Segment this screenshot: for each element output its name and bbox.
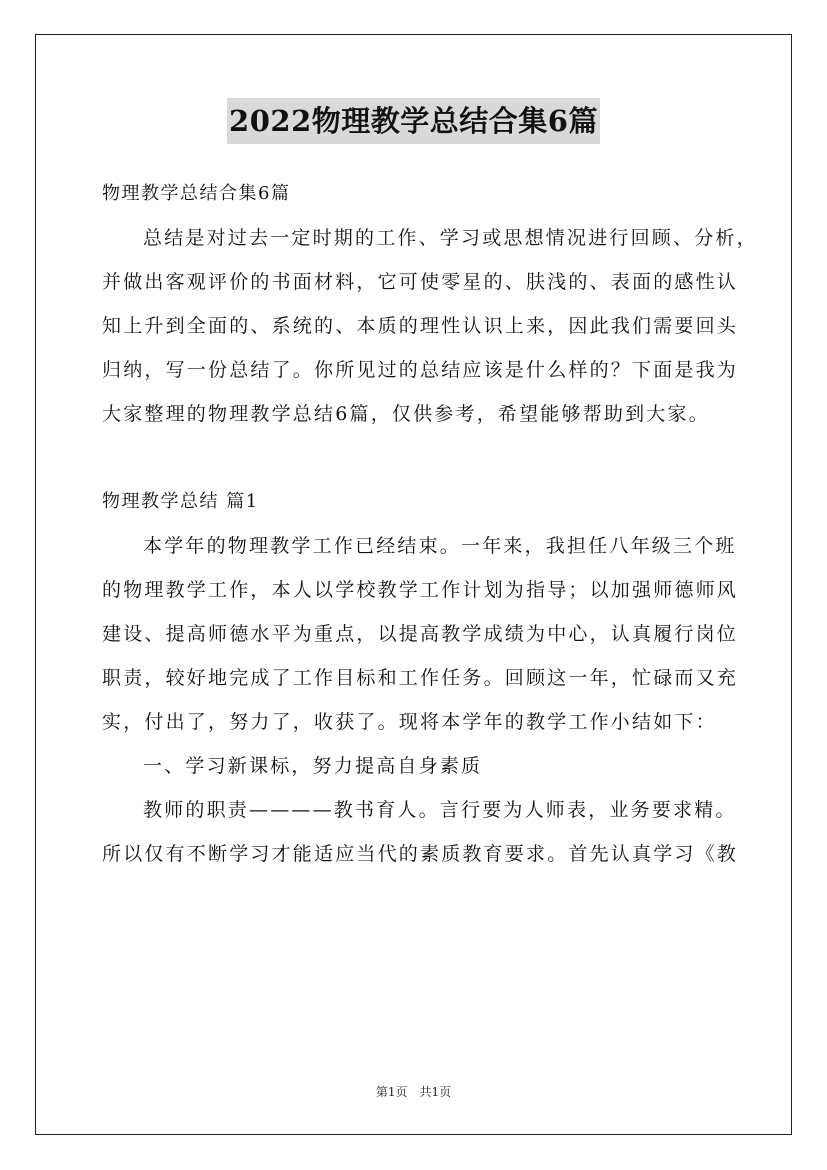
paragraph-line: 教师的职责————教书育人。言行要为人师表，业务要求精。 [143,799,737,821]
document-title: 2022物理教学总结合集6篇 [227,98,600,144]
paragraph-line: 所以仅有不断学习才能适应当代的素质教育要求。首先认真学习《教 [102,843,739,865]
page-footer: 第1页 共1页 [375,1085,452,1099]
intro-line: 总结是对过去一定时期的工作、学习或思想情况进行回顾、分析， [143,227,758,249]
intro-line: 大家整理的物理教学总结6篇，仅供参考，希望能够帮助到大家。 [102,403,710,425]
document-subtitle: 物理教学总结合集6篇 [102,183,291,204]
section-line: 本学年的物理教学工作已经结束。一年来，我担任八年级三个班 [143,535,737,557]
section-heading: 物理教学总结 篇1 [102,491,259,512]
section-line: 建设、提高师德水平为重点，以提高教学成绩为中心，认真履行岗位 [102,623,739,645]
intro-line: 归纳，写一份总结了。你所见过的总结应该是什么样的？下面是我为 [102,359,739,381]
document-body [102,172,758,876]
section-line: 的物理教学工作，本人以学校教学工作计划为指导；以加强师德师风 [102,579,739,601]
section-line: 实，付出了，努力了，收获了。现将本学年的教学工作小结如下： [102,711,717,733]
section-line: 职责，较好地完成了工作目标和工作任务。回顾这一年，忙碌而又充 [102,667,739,689]
paragraph-gap [102,436,742,480]
title-container [0,98,827,144]
subheading: 一、学习新课标，努力提高自身素质 [143,755,483,777]
intro-line: 并做出客观评价的书面材料，它可使零星的、肤浅的、表面的感性认 [102,271,739,293]
intro-line: 知上升到全面的、系统的、本质的理性认识上来，因此我们需要回头 [102,315,739,337]
